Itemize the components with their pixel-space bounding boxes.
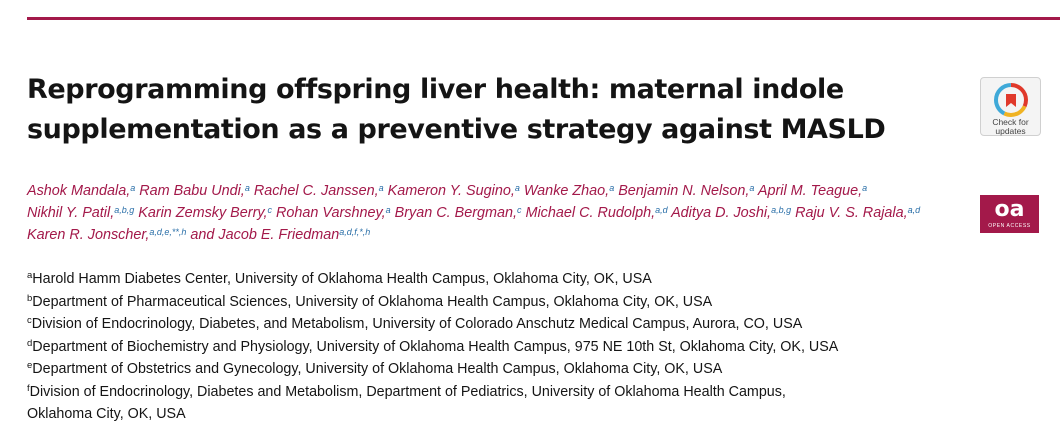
author-name: Nikhil Y. Patil,	[27, 205, 115, 221]
author[interactable]	[254, 183, 384, 199]
author[interactable]	[671, 205, 791, 221]
author[interactable]	[190, 227, 370, 243]
affiliation-marker: d	[27, 337, 33, 349]
header-rule	[27, 17, 1060, 20]
author-name: Rohan Varshney,	[276, 205, 386, 221]
affiliation-line	[27, 313, 1007, 336]
author[interactable]	[758, 183, 867, 199]
affiliation-text: Division of Endocrinology, Diabetes, and Metabolism, University of Colorado Anschutz Medical Campus, Aurora, CO, USA	[31, 316, 803, 332]
author-name: Kameron Y. Sugino,	[387, 183, 515, 199]
author[interactable]	[526, 205, 668, 221]
author-affiliation-marker[interactable]: a	[130, 183, 136, 193]
author[interactable]	[795, 205, 920, 221]
author-name: Karen R. Jonscher,	[27, 227, 150, 243]
affiliation-marker: a	[27, 270, 33, 281]
affiliation-marker: e	[27, 360, 33, 371]
author-affiliation-marker[interactable]: a	[609, 183, 615, 193]
author[interactable]	[395, 205, 522, 221]
article-title: Reprogramming offspring liver health: maternal indole supplementation as a preventive strategy against MASLD	[27, 74, 886, 145]
author[interactable]	[27, 183, 135, 199]
oa-label: OPEN ACCESS	[988, 223, 1031, 229]
author-affiliation-marker[interactable]: a	[862, 183, 868, 193]
author-name: April M. Teague,	[757, 183, 863, 199]
open-access-icon	[980, 195, 1039, 233]
check-line-1: Check for	[992, 117, 1029, 127]
author[interactable]	[524, 183, 614, 199]
affiliation-line	[27, 291, 1007, 314]
author[interactable]	[276, 205, 391, 221]
author-affiliation-marker[interactable]: a,b,g	[771, 205, 792, 215]
affiliation-marker: f	[27, 382, 30, 394]
author-affiliation-marker[interactable]: a	[514, 183, 520, 193]
affiliation-text: Harold Hamm Diabetes Center, University of Oklahoma Health Campus, Oklahoma City, OK, USA	[32, 271, 652, 287]
author[interactable]	[27, 227, 186, 243]
author-name: Raju V. S. Rajala,	[795, 205, 908, 221]
author-name: Wanke Zhao,	[523, 183, 610, 199]
author[interactable]	[138, 205, 272, 221]
oa-mark: oa	[994, 197, 1025, 222]
affiliation-line	[27, 381, 1007, 404]
author-name: Aditya D. Joshi,	[671, 205, 772, 221]
affiliation-text: Oklahoma City, OK, USA	[27, 406, 186, 422]
affiliation-list	[27, 268, 1007, 426]
check-for-updates-label	[981, 118, 1040, 136]
author-affiliation-marker[interactable]: a,d,e,**,h	[149, 227, 187, 237]
affiliation-line	[27, 358, 1007, 381]
affiliation-marker: b	[27, 292, 33, 304]
author-affiliation-marker[interactable]: c	[517, 205, 522, 215]
author-name: Karin Zemsky Berry,	[138, 205, 268, 221]
affiliation-text: Department of Biochemistry and Physiology, University of Oklahoma Health Campus, 975 NE 10th St, Oklahoma City, OK, USA	[32, 338, 839, 355]
check-for-updates-badge[interactable]	[980, 77, 1041, 136]
author-affiliation-marker[interactable]: a	[749, 183, 755, 193]
check-line-2: updates	[995, 126, 1026, 136]
author-name: Benjamin N. Nelson,	[618, 183, 750, 199]
author[interactable]	[139, 183, 250, 199]
author-name: Bryan C. Bergman,	[394, 205, 517, 221]
author[interactable]	[27, 205, 134, 221]
affiliation-line	[27, 268, 1007, 291]
affiliation-line	[27, 403, 1007, 426]
author-name: Ram Babu Undi,	[139, 183, 245, 199]
author-name: Ashok Mandala,	[27, 183, 131, 199]
affiliation-text: Department of Pharmaceutical Sciences, University of Oklahoma Health Campus, Oklahoma City, OK, USA	[32, 293, 713, 310]
author-affiliation-marker[interactable]: a	[378, 183, 384, 193]
affiliation-line	[27, 336, 1007, 359]
author[interactable]	[618, 183, 754, 199]
affiliation-text: Department of Obstetrics and Gynecology, University of Oklahoma Health Campus, Oklahoma City, OK, USA	[32, 361, 723, 377]
author-affiliation-marker[interactable]: a	[244, 183, 250, 193]
author-affiliation-marker[interactable]: a	[385, 205, 391, 215]
author-affiliation-marker[interactable]: a,d	[907, 205, 921, 215]
author-name: Michael C. Rudolph,	[525, 205, 656, 221]
author-affiliation-marker[interactable]: a,b,g	[114, 205, 135, 215]
author-affiliation-marker[interactable]: a,d,f,*,h	[339, 227, 371, 237]
affiliation-marker: c	[27, 315, 32, 326]
author-name: and Jacob E. Friedman	[190, 227, 340, 243]
author[interactable]	[388, 183, 520, 199]
affiliation-text: Division of Endocrinology, Diabetes and Metabolism, Department of Pediatrics, University of Oklahoma Health Campus,	[29, 383, 786, 400]
author-name: Rachel C. Janssen,	[253, 183, 379, 199]
check-for-updates-icon	[994, 83, 1028, 117]
author-list	[27, 180, 957, 246]
author-affiliation-marker[interactable]: a,d	[655, 205, 668, 215]
author-affiliation-marker[interactable]: c	[267, 205, 272, 215]
